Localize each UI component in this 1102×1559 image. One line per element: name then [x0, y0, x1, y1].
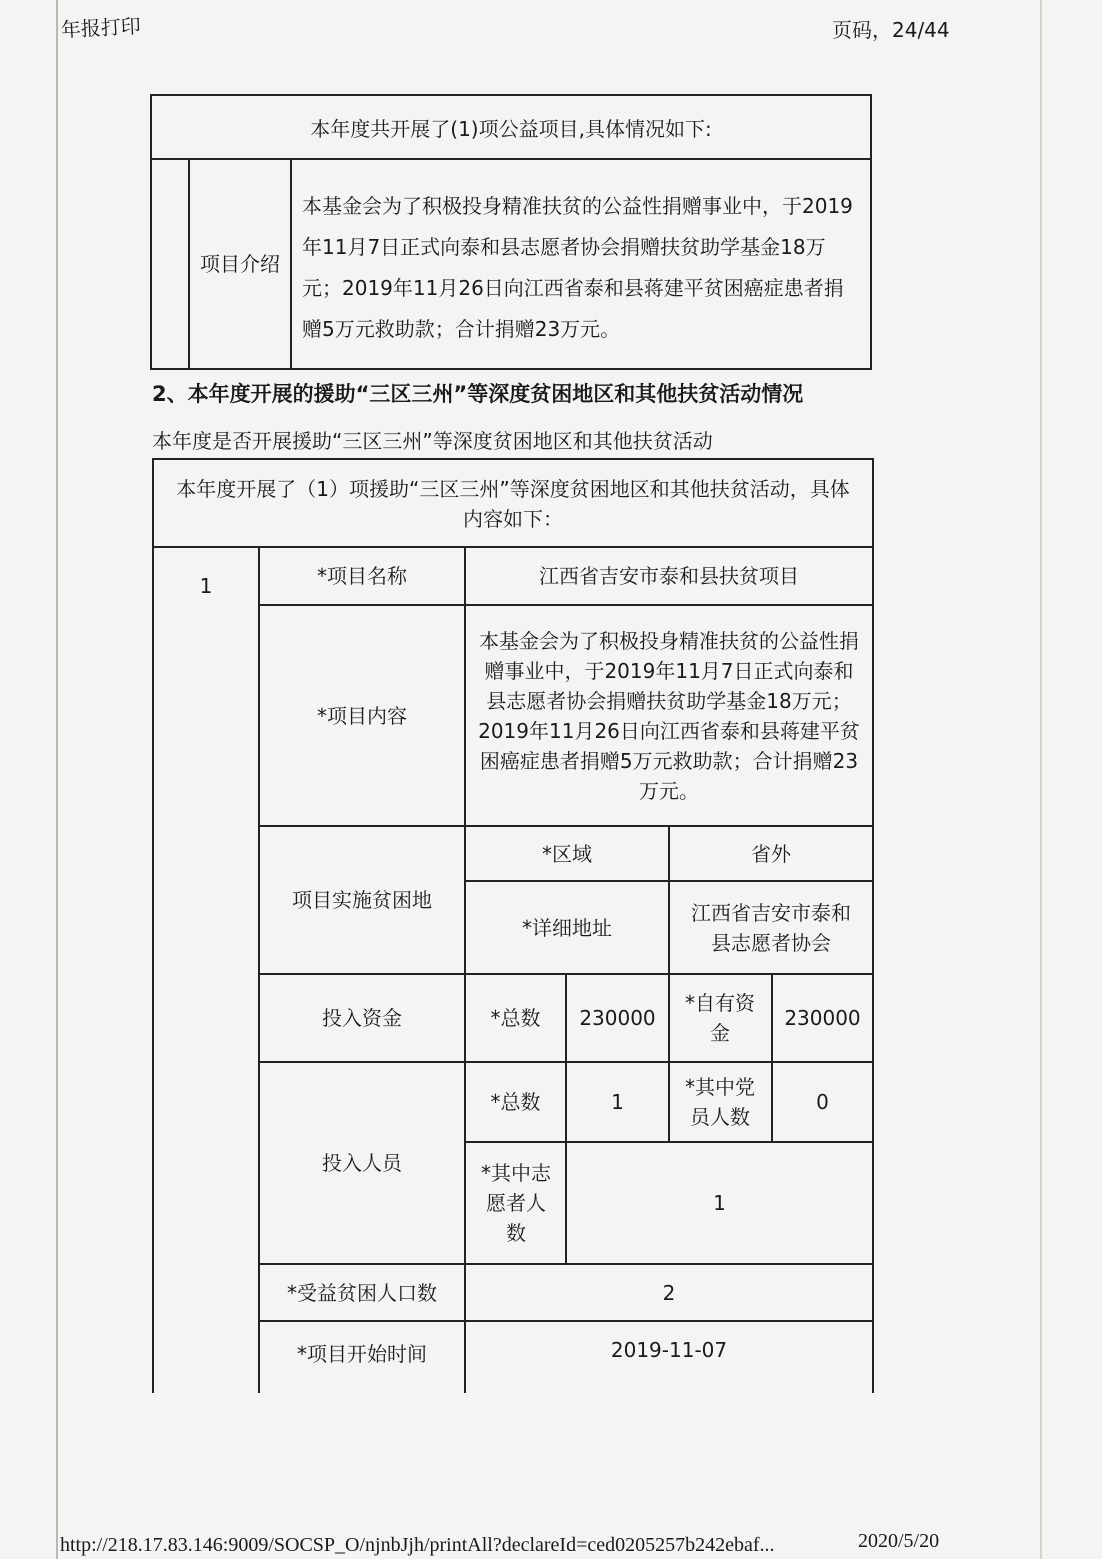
address-value: 江西省吉安市泰和县志愿者协会 — [691, 900, 851, 955]
staff-label: 投入人员 — [322, 1151, 402, 1175]
page-edge — [1040, 0, 1042, 1559]
staff-party-value: 0 — [816, 1090, 829, 1114]
region-label: *区域 — [542, 841, 592, 866]
section-title: 2、本年度开展的援助“三区三州”等深度贫困地区和其他扶贫活动情况 — [152, 382, 804, 406]
public-welfare-heading: 本年度共开展了(1)项公益项目,具体情况如下: — [152, 96, 870, 160]
project-content-label: *项目内容 — [317, 703, 407, 728]
page-edge — [56, 0, 58, 1559]
section-subtitle: 本年度是否开展援助“三区三州”等深度贫困地区和其他扶贫活动 — [152, 429, 713, 453]
beneficiaries-value: 2 — [662, 1280, 676, 1305]
print-title: 年报打印 — [60, 13, 142, 42]
funds-own-value: 230000 — [784, 1006, 861, 1030]
staff-total-value: 1 — [611, 1090, 624, 1114]
location-label: 项目实施贫困地 — [292, 888, 432, 912]
public-welfare-table — [150, 94, 872, 370]
footer-url: http://218.17.83.146:9009/SOCSP_O/njnbJjh/printAll?declareId=ced0205257b242ebaf... — [60, 1534, 775, 1556]
staff-total-label: *总数 — [490, 1090, 541, 1114]
poverty-relief-table — [152, 458, 874, 1393]
relief-table-heading: 本年度开展了（1）项援助“三区三州”等深度贫困地区和其他扶贫活动，具体内容如下： — [176, 477, 850, 531]
start-time-value: 2019-11-07 — [610, 1338, 728, 1362]
project-name-value: 江西省吉安市泰和县扶贫项目 — [539, 564, 799, 588]
address-label: *详细地址 — [522, 915, 612, 940]
funds-total-value: 230000 — [579, 1006, 656, 1030]
row-index: 1 — [199, 574, 213, 598]
project-content-value: 本基金会为了积极投身精准扶贫的公益性捐赠事业中，于2019年11月7日正式向泰和县志愿者协会捐赠扶贫助学基金18万元；2019年11月26日向江西省泰和县蒋建平贫困癌症患者捐赠5万元救助款；合计捐赠23万元。 — [478, 628, 860, 803]
funds-total-label: *总数 — [490, 1006, 541, 1030]
project-intro-text: 本基金会为了积极投身精准扶贫的公益性捐赠事业中，于2019年11月7日正式向泰和县志愿者协会捐赠扶贫助学基金18万元；2019年11月26日向江西省泰和县蒋建平贫困癌症患者捐赠5万元救助款；合计捐赠23万元。 — [302, 194, 853, 341]
beneficiaries-label: *受益贫困人口数 — [287, 1280, 437, 1305]
region-value: 省外 — [751, 841, 791, 866]
footer-date: 2020/5/20 — [858, 1530, 940, 1552]
project-name-label: *项目名称 — [317, 564, 407, 588]
staff-volunteer-value: 1 — [713, 1191, 726, 1215]
funds-own-label: *自有资金 — [685, 991, 755, 1045]
staff-volunteer-label: *其中志愿者人数 — [481, 1161, 551, 1245]
funds-label: 投入资金 — [322, 1006, 402, 1030]
project-intro-label: 项目介绍 — [188, 158, 292, 370]
start-time-label: *项目开始时间 — [297, 1342, 427, 1366]
page-number: 页码，24/44 — [832, 18, 950, 42]
staff-party-label: *其中党员人数 — [685, 1075, 755, 1129]
